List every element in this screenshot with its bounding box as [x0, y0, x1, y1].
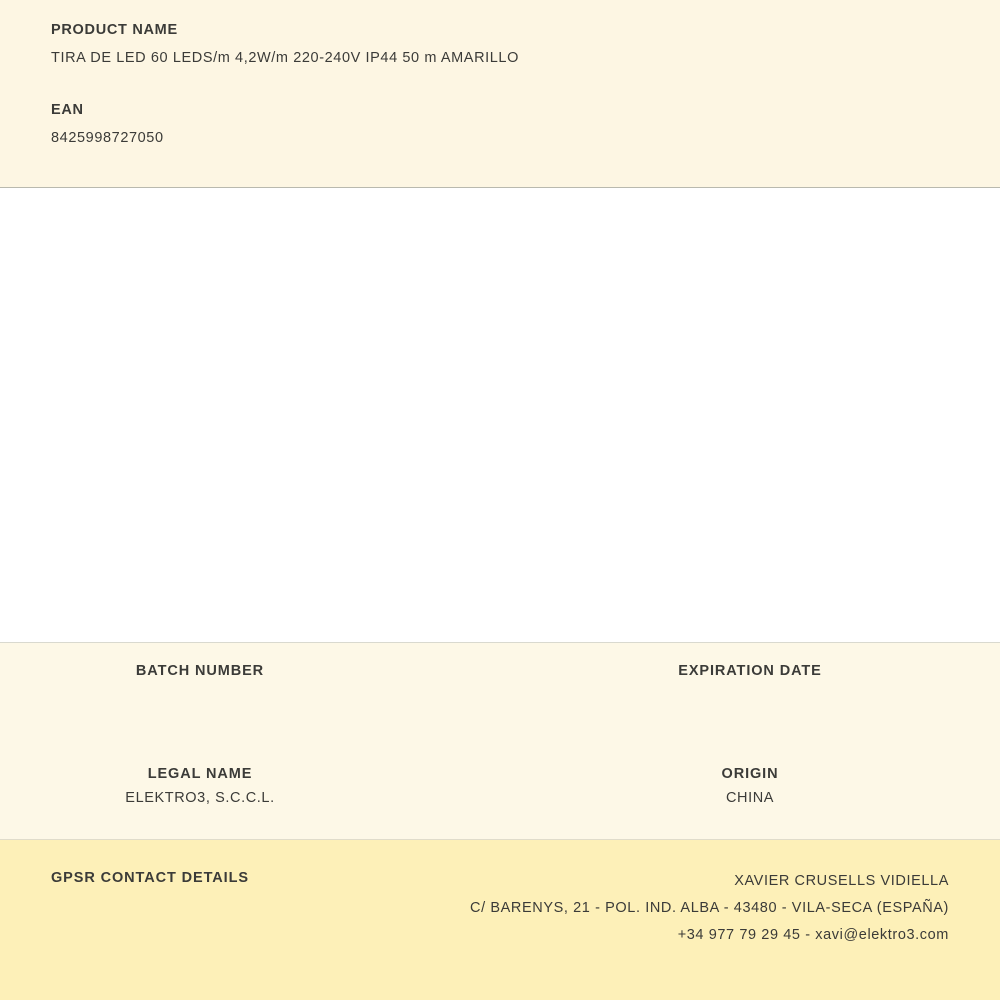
origin-cell [500, 766, 1000, 807]
batch-number-value [0, 687, 400, 704]
origin-label: ORIGIN [721, 766, 779, 782]
expiration-date-value [500, 687, 1000, 704]
batch-number-cell [0, 663, 500, 704]
gpsr-contact-section [0, 840, 1000, 1000]
product-name-label: PRODUCT NAME [51, 22, 178, 38]
legal-name-cell [0, 766, 500, 807]
batch-expiration-row [0, 663, 1000, 704]
legal-origin-row [0, 766, 1000, 807]
legal-name-label: LEGAL NAME [147, 766, 253, 782]
gpsr-contact-label: GPSR CONTACT DETAILS [51, 870, 249, 886]
batch-legal-section [0, 643, 1000, 840]
product-image-area [0, 188, 1000, 643]
legal-name-value: ELEKTRO3, S.C.C.L. [125, 790, 275, 806]
batch-number-label: BATCH NUMBER [135, 663, 265, 679]
product-name-value: TIRA DE LED 60 LEDS/m 4,2W/m 220-240V IP44 50 m AMARILLO [51, 50, 519, 66]
expiration-date-label: EXPIRATION DATE [678, 663, 822, 679]
product-details-section [0, 0, 1000, 188]
gpsr-contact-address: C/ BARENYS, 21 - POL. IND. ALBA - 43480 - VILA-SECA (ESPAÑA) [470, 900, 949, 916]
ean-field [51, 102, 950, 146]
origin-value: CHINA [725, 790, 775, 806]
expiration-date-cell [500, 663, 1000, 704]
gpsr-contact-person: XAVIER CRUSELLS VIDIELLA [734, 873, 949, 889]
ean-value: 8425998727050 [51, 130, 164, 146]
ean-label: EAN [51, 102, 84, 118]
product-name-field [51, 22, 950, 66]
gpsr-contact-details [470, 868, 949, 949]
gpsr-contact-phone-email: +34 977 79 29 45 - xavi@elektro3.com [677, 927, 949, 943]
